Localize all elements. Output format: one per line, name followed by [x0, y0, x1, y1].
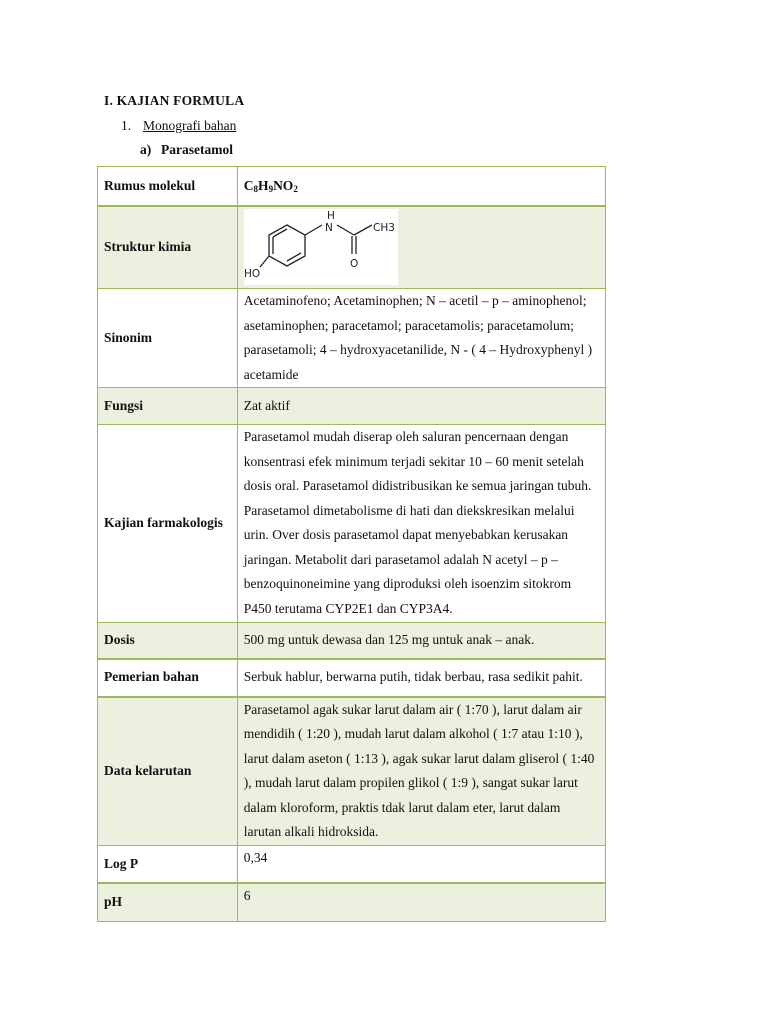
row-pemerian-bahan: [98, 659, 606, 697]
row-sinonim: [98, 289, 606, 388]
value-rumus-molekul: $C_8H_9NO_2$: [237, 167, 605, 206]
item-title: Parasetamol: [161, 142, 233, 157]
struct-n: N: [324, 221, 333, 234]
value-log-p: 0,34: [237, 845, 605, 883]
section-heading: I. KAJIAN FORMULA: [104, 93, 245, 108]
subsection-monografi: [121, 118, 236, 134]
value-dosis: 500 mg untuk dewasa dan 125 mg untuk anak – anak.: [237, 623, 605, 659]
row-struktur-kimia: [98, 206, 606, 289]
struct-o: O: [349, 257, 359, 270]
item-parasetamol: [140, 142, 233, 158]
struct-h: H: [326, 209, 335, 222]
row-rumus-molekul: [98, 167, 606, 206]
label-pemerian-bahan: Pemerian bahan: [98, 659, 238, 697]
struct-ch3: CH3: [372, 221, 395, 234]
row-kajian-farmakologis: [98, 425, 606, 623]
paracetamol-structure-diagram: [244, 209, 398, 285]
subsection-title: Monografi bahan: [143, 118, 237, 133]
value-data-kelarutan: Parasetamol agak sukar larut dalam air ( 1:70 ), larut dalam air mendidih ( 1:20 ), mudah larut dalam alkohol ( 1:7 atau 1:10 ), larut dalam aseton ( 1:13 ), agak sukar larut dalam gliserol ( 1:40 ), mudah larut dalam propilen glikol ( 1:9 ), sangat sukar larut dalam kloroform, praktis tdak larut dalam eter, larut dalam larutan alkali hidroksida.: [237, 697, 605, 846]
row-fungsi: [98, 388, 606, 425]
item-letter: a): [140, 142, 152, 157]
row-ph: [98, 883, 606, 921]
label-kajian-farmakologis: Kajian farmakologis: [98, 425, 238, 623]
label-rumus-molekul: Rumus molekul: [98, 167, 238, 206]
row-log-p: [98, 845, 606, 883]
row-dosis: [98, 623, 606, 659]
struct-ho: HO: [243, 267, 260, 280]
value-kajian-farmakologis: Parasetamol mudah diserap oleh saluran pencernaan dengan konsentrasi efek minimum terjadi sekitar 10 – 60 menit setelah dosis oral. Parasetamol didistribusikan ke semua jaringan tubuh. Parasetamol dimetabolisme di hati dan diekskresikan melalui urin. Over dosis parasetamol dapat menyebabkan kerusakan jaringan. Metabolit dari parasetamol adalah N acetyl – p – benzoquinoneimine yang diproduksi oleh isoenzim sitokrom P450 terutama CYP2E1 dan CYP3A4.: [237, 425, 605, 623]
monograph-table: [97, 166, 606, 922]
label-data-kelarutan: Data kelarutan: [98, 697, 238, 846]
value-struktur-kimia: [237, 206, 605, 289]
label-log-p: Log P: [98, 845, 238, 883]
value-sinonim: Acetaminofeno; Acetaminophen; N – acetil – p – aminophenol; asetaminophen; paracetamol; paracetamolis; paracetamolum; parasetamoli; 4 – hydroxyacetanilide, N - ( 4 – Hydroxyphenyl ) acetamide: [237, 289, 605, 388]
subsection-number: 1.: [121, 118, 132, 133]
value-pemerian-bahan: Serbuk hablur, berwarna putih, tidak berbau, rasa sedikit pahit.: [237, 659, 605, 697]
label-fungsi: Fungsi: [98, 388, 238, 425]
label-ph: pH: [98, 883, 238, 921]
label-dosis: Dosis: [98, 623, 238, 659]
value-fungsi: Zat aktif: [237, 388, 605, 425]
label-struktur-kimia: Struktur kimia: [98, 206, 238, 289]
structure-image: [244, 209, 398, 285]
label-sinonim: Sinonim: [98, 289, 238, 388]
row-data-kelarutan: [98, 697, 606, 846]
value-ph: 6: [237, 883, 605, 921]
